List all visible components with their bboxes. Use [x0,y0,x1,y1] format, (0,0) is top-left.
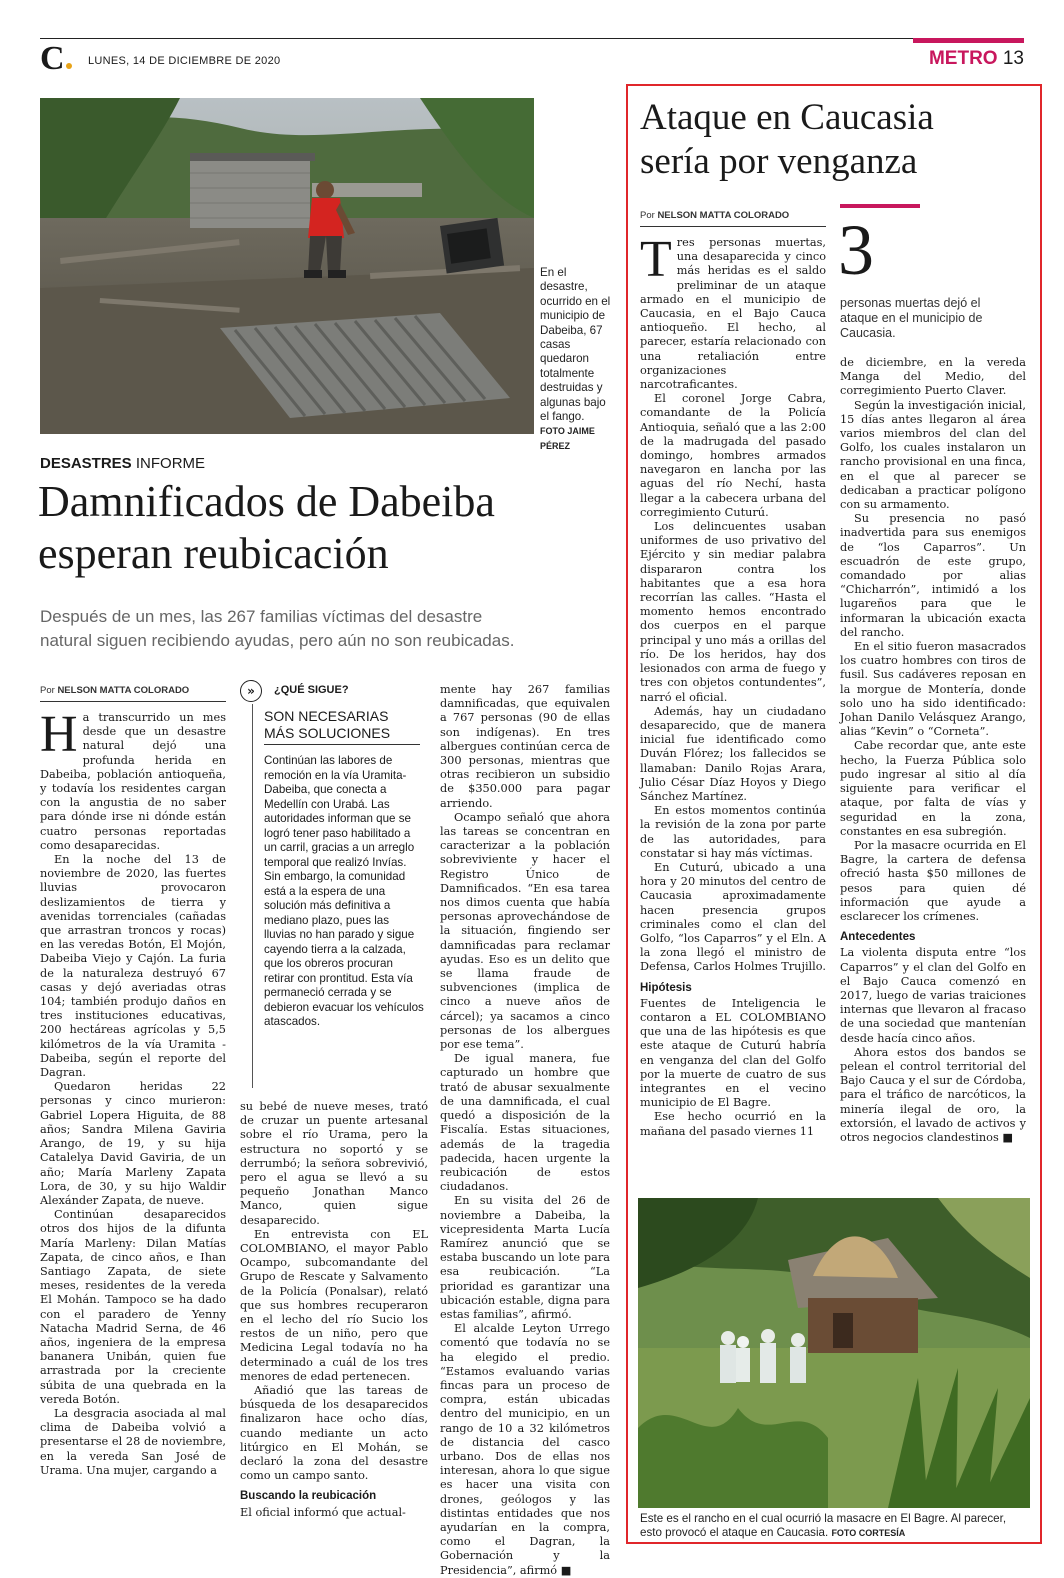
paragraph: su bebé de nueve meses, trató de cruzar un puente artesanal sobre el río Urama, pero la estructura no soportó y se derrumbó; la señora sobrevivió, pero el agua se llevó a su pequeño Jonathan Manco Manco, quien sigue desaparecido. [240,1100,428,1227]
crime-scene-ranch-photo-icon [638,1198,1030,1508]
ranch-photo [638,1198,1030,1508]
flood-debris-photo-icon [40,98,534,434]
subhead: Buscando la reubicación [240,1490,377,1503]
fact-number: 3 [838,210,874,290]
story1-kicker [40,455,205,472]
double-chevron-right-icon: » [247,684,255,698]
paragraph: En entrevista con EL COLOMBIANO, el mayor Pablo Ocampo, subcomandante del Grupo de Rescate y Salvamento de la Policía (Ponalsar), relató que sus hombres recuperaron en el lecho del río Sucio los restos de un niño, pero que Medicina Legal todavía no ha determinado a cuál de los tres menores de edad pertenecen. [240,1227,428,1383]
byline-prefix: Por [640,210,655,221]
paragraph: Fuentes de Inteligencia le contaron a EL COLOMBIANO que una de las hipótesis es que este ataque de Cuturú habría en venganza del clan del Golfo por la muerte de cuatro de sus integrantes en el vecino municipio de El Bagre. [640,996,826,1110]
deck-line: natural siguen recibiendo ayudas, pero aún no son reubicadas. [40,631,515,650]
caption-text: En el desastre, ocurrido en el municipio de Dabeiba, 67 casas quedaron totalmente destruidas y algunas bajo el fango. [540,266,611,424]
headline-line: esperan reubicación [38,529,389,578]
ranch-photo-caption [640,1512,1030,1541]
dropcap: H [40,706,78,763]
byline-name: NELSON MATTA COLORADO [57,685,190,696]
byline-rule [40,701,226,702]
logo: C [40,42,72,76]
headline-line: Ataque en Caucasia [640,97,934,138]
fact-accent-bar [840,204,920,208]
story1-headline [38,476,618,580]
paragraph: Ahora estos dos bandos se pelean el control territorial del Bajo Cauca y el sur de Córdoba, para el tráfico de narcóticos, la minería ilegal de oro, la extorsión, el lavado de activos y otros negocios clandestinos ■ [840,1045,1026,1144]
story1-column-3 [440,683,610,1577]
paragraph: Ocampo señaló que ahora las tareas se concentran en caracterizar a la población sobreviviente y hacer el Registro Único de Damnificados. “En esa tarea nos dimos cuenta que había personas aprovechándose de la situación, fingiendo ser damnificadas para reclamar ayudas. Eso es un delito que se llama fraude de subvenciones (implica de cinco a nueve años de cárcel); ya sacamos a cinco personas de los albergues por ese tema”. [440,810,610,1052]
sidebar-vertical-rule [252,704,253,1088]
fact-text: personas muertas dejó el ataque en el municipio de Caucasia. [840,296,983,340]
paragraph: La desgracia asociada al mal clima de Dabeiba volvió a presentarse el 28 de noviembre, en la vereda San José de Urama. Una mujer, cargando a [40,1406,226,1477]
top-rule [40,38,1024,39]
paragraph: Ese hecho ocurrió en la mañana del pasado viernes 11 [640,1110,826,1138]
paragraph: En Cuturú, ubicado a una hora y 20 minutos del centro de Caucasia aproximadamente hacen presencia grupos criminales como el clan del Golfo, “los Caparros” y el Eln. A la zona llegó el ministro de Defensa, Carlos Holmes Trujillo. [640,860,826,974]
section-label [929,48,1024,70]
paragraph: La violenta disputa entre “los Caparros” y el clan del Golfo en el Bajo Cauca comenzó en 2017, luego de varias traiciones internas que llevaron al fracaso de una sociedad que mantenían desde hacía cinco años. [840,946,1026,1045]
paragraph: En estos momentos continúa la revisión de la zona por parte de las autoridades, para constatar si hay más víctimas. [640,804,826,860]
byline-rule [640,226,826,227]
flood-photo-caption [540,266,612,453]
paragraph: El alcalde Leyton Urrego comentó que todavía no se ha elegido el predio. “Estamos evaluando varias fincas para un proceso de compra, están ubicadas dentro del municipio, en un rango de 10 a 32 kilómetros de distancia del casco urbano. Dos de ellas nos interesan, ahora lo que sigue es hacer una visita con drones, geólogos y las distintas entidades que nos ayudarían en la compra, como el Dagran, la Gobernación y la Presidencia”, afirmó ■ [440,1322,610,1577]
section-accent-bar [913,38,1024,43]
paragraph: Los delincuentes usaban uniformes de uso privativo del Ejército y sin mediar palabra dispararon contra los habitantes que a esa hora recorrían las calles. “Hasta el momento hemos encontrado dos cuerpos en el parque principal y uno más a orillas del río. De los heridos, hay dos lesionados con arma de fuego y tres con objetos contundentes”, narró el oficial. [640,520,826,704]
sidebar-title-line: SON NECESARIAS [264,708,389,724]
headline-line: Damnificados de Dabeiba [38,477,495,526]
sidebar-text: Continúan las labores de remoción en la vía Uramita-Dabeiba, que conecta a Medellín con Urabá. Las autoridades informan que se logró tener paso habilitado a un carril, gracias a un arreglo temporal que realizó Invías. Sin embargo, la comunidad está a la espera de una solución más definitiva a mediano plazo, pues las lluvias no han parado y sigue cayendo tierra a la calzada, que los obreros procuran retirar con prontitud. Esta vía permaneció cerrada y se debieron evacuar los vehículos atascados. [264,754,424,1028]
kicker-bold: DESASTRES [40,455,132,472]
paragraph: Continúan desaparecidos otros dos hijos de la difunta María Marleny: Dilan Matías Zapata, de cinco años, e Ihan Santiago Zapata, de siete meses, residentes de la vereda El Mohán. Tampoco se ha dado con el paradero de Yenny Natacha Madrid Serna, de 46 años, ingeniera de la empresa bananera Unibán, quien fue arrastrada por la creciente súbita de una quebrada en la vereda Botón. [40,1208,226,1406]
deck-line: Después de un mes, las 267 familias víctimas del desastre [40,607,483,626]
paragraph: Su presencia no pasó inadvertida para sus enemigos de “los Caparros”. Un escuadrón de este grupo, comandado por alias “Chicharrón”, intimidó a los lugareños para que le informaran la ubicación exacta del rancho. [840,512,1026,639]
story2-byline [640,210,789,221]
paragraph: a transcurrido un mes desde que un desastre natural dejó una profunda herida en Dabeiba, población antioqueña, y todavía los residentes cargan con la angustia de no saber para dónde irse ni dónde están cuatro personas reportadas como desaparecidas. [40,711,226,852]
caption-credit: FOTO CORTESÍA [831,1528,906,1539]
sidebar-box [240,680,428,1090]
sidebar-rule [264,744,420,745]
story1-byline [40,685,189,696]
paragraph: En su visita del 26 de noviembre a Dabeiba, la vicepresidenta Marta Lucía Ramírez anunció que se estaba buscando un lote para esa reubicación. “La prioridad es garantizar una ubicación estable, digna para estas familias”, afirmó. [440,1194,610,1321]
caption-text: Este es el rancho en el cual ocurrió la masacre en El Bagre. Al parecer, esto provocó el ataque en Caucasia. [640,1512,1007,1540]
paragraph: Además, hay un ciudadano desaparecido, que de manera inicial fue identificado como Duván Flórez; los fallecidos se llamaban: Danilo Rojas Arara, Julio César Díaz Hoyos y Diego Sánchez Martínez. [640,704,826,803]
paragraph: En la noche del 13 de noviembre de 2020, las fuertes lluvias provocaron deslizamientos de tierra y avenidas torrenciales (cañadas que arrastran troncos y rocas) en las veredas Botón, El Mojón, Dabeiba Viejo y Cajón. La furia de la naturaleza destruyó 67 casas y dejó averiadas otras 104; también produjo daños en tres instituciones educativas, 200 hectáreas agrícolas y 5,5 kilómetros de la vía Uramita - Dabeiba, según el reporte del Dagran. [40,853,226,1080]
paragraph: En el sitio fueron masacrados los cuatro hombres con tiros de fusil. Sus cadáveres reposan en la morgue de Montería, donde solo uno ha sido identificado: Johan Danilo Velásquez Arango, alias “Kevin” o “Corneta”. [840,640,1026,739]
paragraph: Por la masacre ocurrida en El Bagre, la cartera de defensa ofreció hasta $50 millones de pesos para quien dé información que ayude a esclarecer los crímenes. [840,838,1026,923]
paragraph: Quedaron heridas 22 personas y cinco murieron: Gabriel Lopera Higuita, de 88 años; Sandra Milena Gaviria Arango, de 19, y su hija Catalelya David Gaviria, de un año; María Marleny Zapata Lora, de 30, y su hijo Waldir Alexánder Zapata, de nueve. [40,1080,226,1207]
story1-column-2 [240,1100,428,1540]
dropcap: T [640,231,672,288]
paragraph: de diciembre, en la vereda Manga del Medio, del corregimiento Puerto Claver. [840,356,1026,398]
sidebar-arrow [240,680,262,702]
story2-headline [640,96,1030,184]
section-name: METRO [928,48,998,69]
flood-photo [40,98,534,434]
paragraph: Añadió que las tareas de búsqueda de los desaparecidos finalizaron hace ocho días, cuando mediante un acto litúrgico en El Mohán, se declaró la zona del desastre como un campo santo. [240,1384,428,1483]
byline-prefix: Por [40,685,55,696]
subhead: Antecedentes [840,931,916,944]
caption-credit: FOTO JAIME PÉREZ [540,426,595,451]
paragraph: De igual manera, fue capturado un hombre que trató de abusar sexualmente de una damnificada, el cual quedó a disposición de la Fiscalía. Estas situaciones, además de la tragedia padecida, hacen urgente la reubicación de estos ciudadanos. [440,1052,610,1194]
kicker-light: INFORME [135,455,206,472]
byline-name: NELSON MATTA COLORADO [657,210,790,221]
page-number: 13 [1002,48,1024,69]
page-header [40,38,1024,78]
header-date: LUNES, 14 DE DICIEMBRE DE 2020 [88,55,281,67]
sidebar-title-line: MÁS SOLUCIONES [264,725,391,741]
paragraph: Según la investigación inicial, 15 días antes llegaron al área varios miembros del clan del Golfo, los cuales instalaron un rancho provisional en una finca, en el que al parecer se dedicaban a practicar polígono con su armamento. [840,398,1026,512]
subhead: Hipótesis [640,981,692,994]
paragraph: res personas muertas, una desaparecida y cinco más heridas es el saldo preliminar de un ataque armado en el municipio de Caucasia, en el Bajo Cauca antioqueño. El hecho, al parecer, estaría relacionado con una retaliación entre organizaciones narcotraficantes. [640,236,826,392]
story1-column-1 [40,706,226,1541]
paragraph: Cabe recordar que, ante este hecho, la Fuerza Pública solo pudo ingresar al sitio al día siguiente para verificar el ataque, por falta de vías y seguridad en la zona, constantes en esa subregión. [840,739,1026,838]
sidebar-kicker: ¿QUÉ SIGUE? [274,684,349,696]
paragraph: El coronel Jorge Cabra, comandante de la Policía Antioquia, señaló que a las 2:00 de la madrugada del pasado domingo, hombres armados navegaron en lancha por las aguas del río Nechí, hasta llegar a la cabecera urbana del corregimiento Cuturú. [640,392,826,519]
logo-dot [66,63,72,69]
paragraph: El oficial informó que actual- [240,1505,406,1519]
sidebar-title [264,708,424,742]
headline-line: sería por venganza [640,141,918,182]
paragraph: mente hay 267 familias damnificadas, que equivalen a 767 personas (90 de ellas son indígenas). En tres albergues continúan cerca de 300 personas, mientras que otras recibieron un subsidio de $350.000 para pagar arriendo. [440,683,610,810]
story1-deck [40,605,620,653]
